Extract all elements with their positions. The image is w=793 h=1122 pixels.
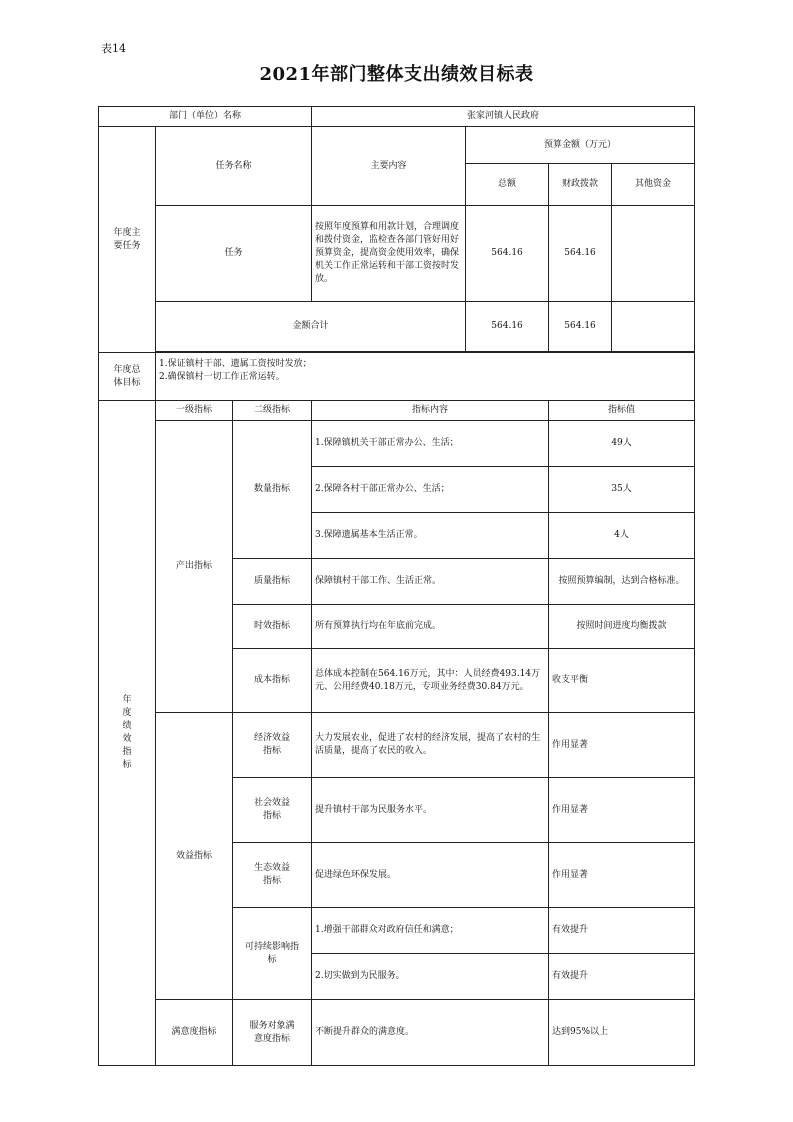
goals-section-label: 年度总体目标: [99, 353, 156, 401]
indicator-value: 按照预算编制，达到合格标准。: [549, 559, 695, 605]
goal-line: 2.确保镇村一切工作正常运转。: [159, 372, 285, 382]
indicator-content: 不断提升群众的满意度。: [312, 1000, 549, 1066]
indicator-value: 作用显著: [549, 713, 695, 778]
economic-label: 经济效益指标: [233, 713, 312, 778]
tasks-section-label: 年度主要任务: [99, 127, 156, 353]
indicator-content: 1.保障镇机关干部正常办公、生活；: [312, 421, 549, 467]
table-number: 表14: [101, 42, 126, 55]
indicator-value: 4人: [549, 513, 695, 559]
indicator-value: 按照时间进度均衡拨款: [549, 605, 695, 649]
timeliness-label: 时效指标: [233, 605, 312, 649]
indicator-content: 1.增强干部群众对政府信任和满意；: [312, 908, 549, 954]
indicator-content: 提升镇村干部为民服务水平。: [312, 778, 549, 843]
col-budget: 预算金额（万元）: [466, 127, 695, 164]
indicator-value: 作用显著: [549, 843, 695, 908]
col-main-content: 主要内容: [312, 127, 466, 206]
performance-target-table: [98, 106, 695, 1066]
satisfaction-sub-label: 服务对象满意度指标: [233, 1000, 312, 1066]
ecological-label: 生态效益指标: [233, 843, 312, 908]
indicator-content: 大力发展农业，促进了农村的经济发展，提高了农村的生活质量，提高了农民的收入。: [312, 713, 549, 778]
col-level1: 一级指标: [156, 401, 233, 421]
page-title: 2021年部门整体支出绩效目标表: [259, 64, 534, 85]
task-content: 按照年度预算和用款计划，合理调度和拨付资金，监检查各部门管好用好预算资金，提高资金使用效率，确保机关工作正常运转和干部工资按时发放。: [312, 206, 466, 302]
indicator-value: 49人: [549, 421, 695, 467]
col-value: 指标值: [549, 401, 695, 421]
goals-content: [156, 353, 695, 401]
col-total: 总额: [466, 164, 549, 206]
task-total: 564.16: [466, 206, 549, 302]
sum-label: 金额合计: [156, 302, 466, 352]
benefit-label: 效益指标: [156, 713, 233, 1000]
indicator-value: 收支平衡: [549, 649, 695, 713]
task-fiscal: 564.16: [549, 206, 612, 302]
indicator-content: 所有预算执行均在年底前完成。: [312, 605, 549, 649]
indicator-content: 2.保障各村干部正常办公、生活；: [312, 467, 549, 513]
quantity-label: 数量指标: [233, 421, 312, 559]
sum-fiscal: 564.16: [549, 302, 612, 352]
dept-value: 张家河镇人民政府: [312, 107, 695, 127]
satisfaction-label: 满意度指标: [156, 1000, 233, 1066]
indicator-value: 作用显著: [549, 778, 695, 843]
sum-total: 564.16: [466, 302, 549, 352]
task-other: [612, 206, 695, 302]
social-label: 社会效益指标: [233, 778, 312, 843]
task-name: 任务: [156, 206, 312, 302]
indicator-content: 总体成本控制在564.16万元，其中：人员经费493.14万元、公用经费40.18万元，专项业务经费30.84万元。: [312, 649, 549, 713]
output-label: 产出指标: [156, 421, 233, 713]
performance-section-label: 年度绩效指标: [99, 401, 156, 1066]
col-task-name: 任务名称: [156, 127, 312, 206]
indicator-content: 3.保障遗属基本生活正常。: [312, 513, 549, 559]
col-other: 其他资金: [612, 164, 695, 206]
indicator-content: 保障镇村干部工作、生活正常。: [312, 559, 549, 605]
col-fiscal: 财政拨款: [549, 164, 612, 206]
dept-label: 部门（单位）名称: [99, 107, 312, 127]
indicator-value: 达到95%以上: [549, 1000, 695, 1066]
sum-other: [612, 302, 695, 352]
col-content: 指标内容: [312, 401, 549, 421]
indicator-value: 35人: [549, 467, 695, 513]
col-level2: 二级指标: [233, 401, 312, 421]
indicator-value: 有效提升: [549, 908, 695, 954]
cost-label: 成本指标: [233, 649, 312, 713]
goal-line: 1.保证镇村干部、遗属工资按时发放；: [159, 359, 312, 369]
sustainable-label: 可持续影响指标: [233, 908, 312, 1000]
indicator-content: 促进绿色环保发展。: [312, 843, 549, 908]
indicator-content: 2.切实做到为民服务。: [312, 954, 549, 1000]
quality-label: 质量指标: [233, 559, 312, 605]
indicator-value: 有效提升: [549, 954, 695, 1000]
